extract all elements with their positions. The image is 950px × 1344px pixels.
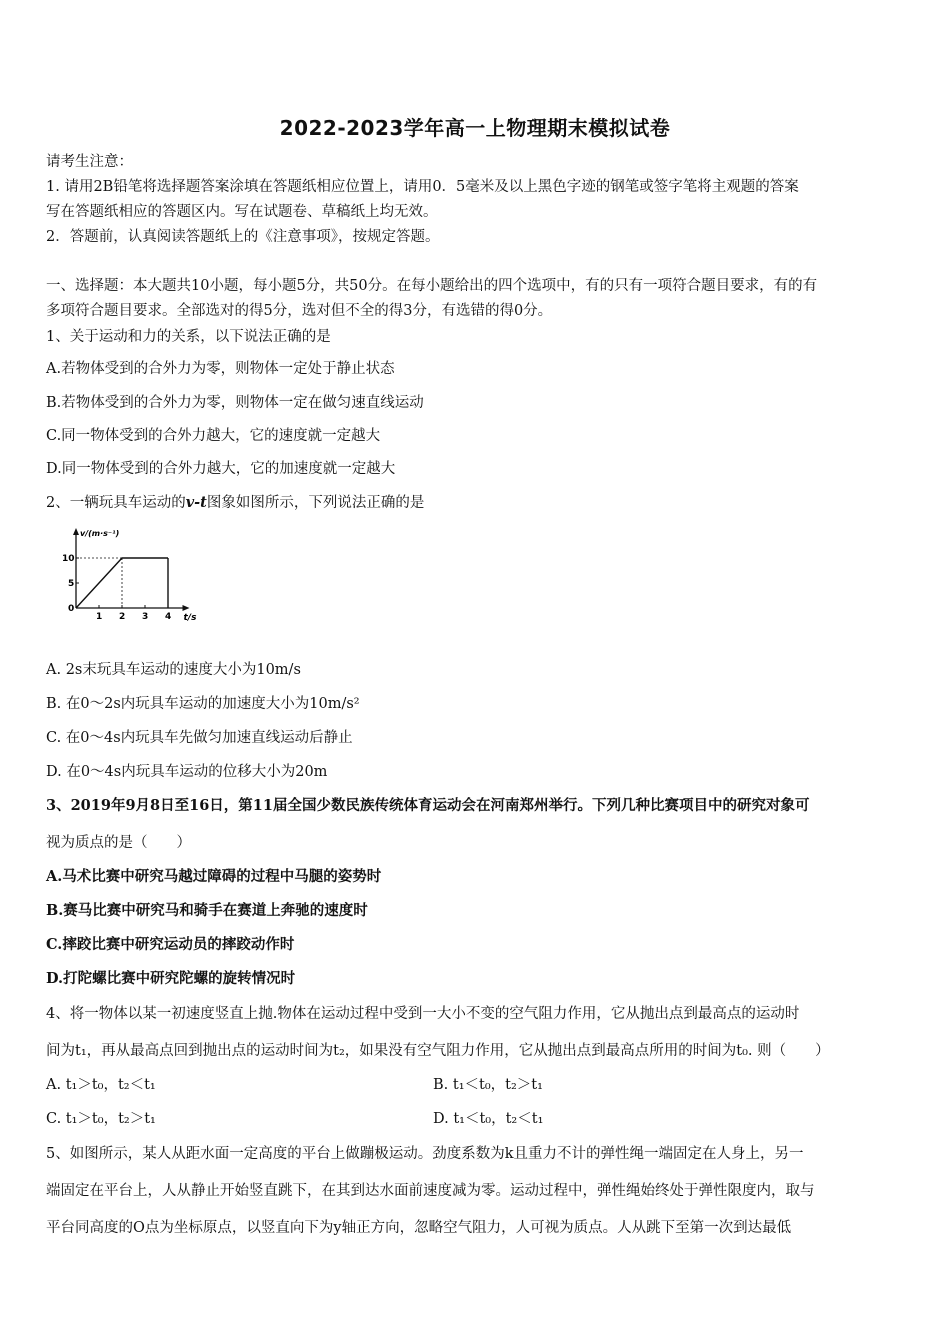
q2-stem-post: 图象如图所示，下列说法正确的是 <box>206 495 425 511</box>
q2-option-b: B. 在0～2s内玩具车运动的加速度大小为10m/s² <box>46 696 360 712</box>
q3-option-a: A.马术比赛中研究马越过障碍的过程中马腿的姿势时 <box>46 868 382 885</box>
q3-stem-2: 视为质点的是（ ） <box>46 835 191 851</box>
y-axis-label: v/(m·s⁻¹) <box>80 529 120 538</box>
q4-option-a: A. t₁＞t₀，t₂＜t₁ <box>46 1077 156 1093</box>
notice-item-1b: 写在答题纸相应的答题区内。写在试题卷、草稿纸上均无效。 <box>46 204 438 220</box>
q5-line-3: 平台同高度的O点为坐标原点，以竖直向下为y轴正方向，忽略空气阻力，人可视为质点。人从跳下至第一次到达最低 <box>46 1220 792 1236</box>
y-tick-label: 0 <box>68 604 75 614</box>
y-tick-label: 10 <box>62 554 75 564</box>
q1-option-c: C.同一物体受到的合外力越大，它的速度就一定越大 <box>46 428 381 444</box>
q3-option-d: D.打陀螺比赛中研究陀螺的旋转情况时 <box>46 970 296 987</box>
q3-option-b: B.赛马比赛中研究马和骑手在赛道上奔驰的速度时 <box>46 902 368 919</box>
notice-item-1a: 1. 请用2B铅笔将选择题答案涂填在答题纸相应位置上，请用0．5毫米及以上黑色字迹的钢笔或签字笔将主观题的答案 <box>46 179 799 195</box>
x-tick-label: 1 <box>96 612 103 622</box>
q2-stem <box>46 493 906 513</box>
x-tick-label: 3 <box>142 612 149 622</box>
y-tick-label: 5 <box>68 579 75 589</box>
q4-stem-1: 4、将一物体以某一初速度竖直上抛.物体在运动过程中受到一大小不变的空气阻力作用，它从抛出点到最高点的运动时 <box>46 1006 800 1022</box>
vt-graph <box>60 526 220 626</box>
x-tick-label: 2 <box>119 612 126 622</box>
vt-graph-svg <box>60 526 220 626</box>
q4-option-b: B. t₁＜t₀，t₂＞t₁ <box>433 1077 543 1093</box>
q4-stem-2: 间为t₁，再从最高点回到抛出点的运动时间为t₂，如果没有空气阻力作用，它从抛出点到最高点所用的时间为t₀. 则（ ） <box>46 1043 830 1059</box>
section-intro-1: 一、选择题：本大题共10小题，每小题5分，共50分。在每小题给出的四个选项中，有的只有一项符合题目要求，有的有 <box>46 278 818 294</box>
section-intro-2: 多项符合题目要求。全部选对的得5分，选对但不全的得3分，有选错的得0分。 <box>46 303 553 319</box>
page-title: 2022-2023学年高一上物理期末模拟试卷 <box>279 116 671 140</box>
q1-option-a: A.若物体受到的合外力为零，则物体一定处于静止状态 <box>46 361 395 377</box>
notice-item-2: 2．答题前，认真阅读答题纸上的《注意事项》，按规定答题。 <box>46 229 440 245</box>
q1-stem: 1、关于运动和力的关系，以下说法正确的是 <box>46 329 331 345</box>
q2-stem-var: v-t <box>185 494 207 511</box>
q3-stem-1: 3、2019年9月8日至16日，第11届全国少数民族传统体育运动会在河南郑州举行。下列几种比赛项目中的研究对象可 <box>46 797 810 814</box>
q2-option-d: D. 在0～4s内玩具车运动的位移大小为20m <box>46 764 328 780</box>
x-axis-label: t/s <box>183 613 197 623</box>
q5-line-2: 端固定在平台上，人从静止开始竖直跳下，在其到达水面前速度减为零。运动过程中，弹性绳始终处于弹性限度内，取与 <box>46 1183 815 1199</box>
q1-option-d: D.同一物体受到的合外力越大，它的加速度就一定越大 <box>46 461 396 477</box>
y-axis-arrow <box>73 528 79 535</box>
q2-option-c: C. 在0～4s内玩具车先做匀加速直线运动后静止 <box>46 730 353 746</box>
q2-option-a: A. 2s末玩具车运动的速度大小为10m/s <box>46 662 301 678</box>
q3-option-c: C.摔跤比赛中研究运动员的摔跤动作时 <box>46 936 295 953</box>
q5-line-1: 5、如图所示，某人从距水面一定高度的平台上做蹦极运动。劲度系数为k且重力不计的弹性绳一端固定在人身上，另一 <box>46 1146 804 1162</box>
notice-heading: 请考生注意： <box>46 154 133 170</box>
q2-stem-pre: 2、一辆玩具车运动的 <box>46 495 186 511</box>
q4-option-c: C. t₁＞t₀，t₂＞t₁ <box>46 1111 156 1127</box>
q1-option-b: B.若物体受到的合外力为零，则物体一定在做匀速直线运动 <box>46 395 424 411</box>
q4-option-d: D. t₁＜t₀，t₂＜t₁ <box>433 1111 544 1127</box>
x-tick-label: 4 <box>165 612 172 622</box>
x-axis-arrow <box>183 605 190 611</box>
